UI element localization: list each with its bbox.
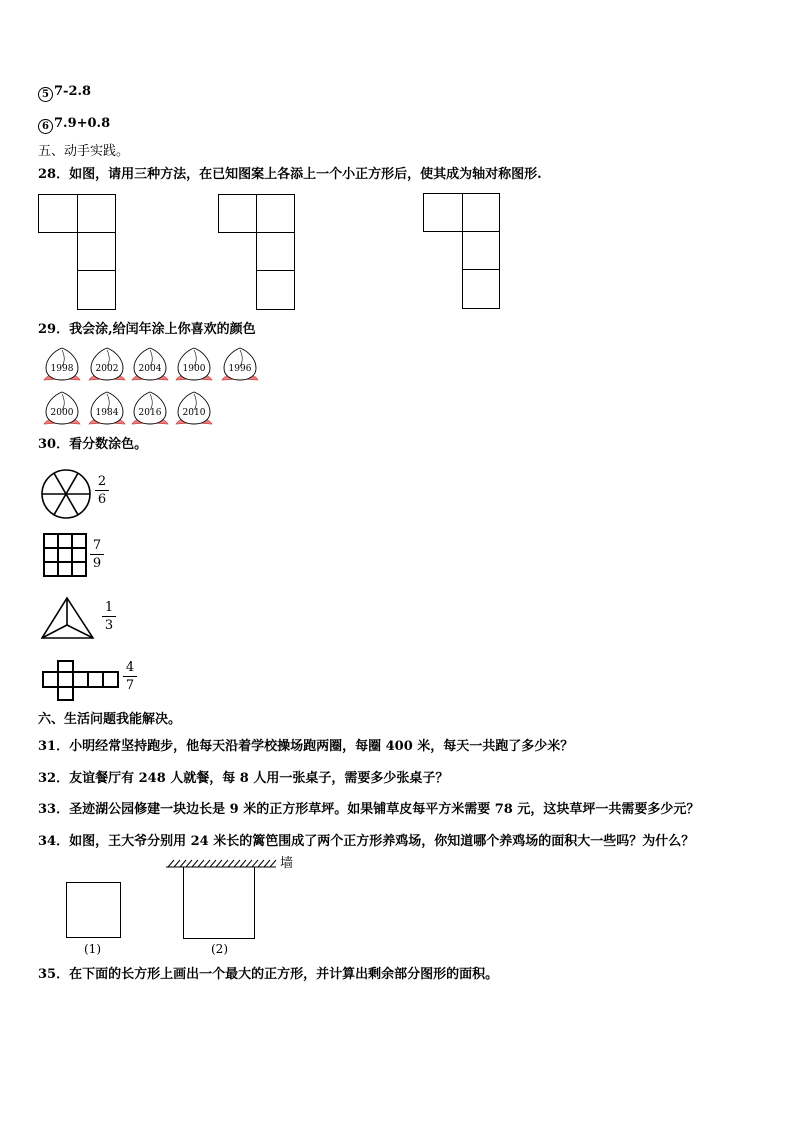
fraction-denominator: 7 (125, 678, 135, 693)
circled-five-marker: 5 (38, 87, 53, 102)
wall-label: 墙 (280, 856, 294, 871)
section-5-title: 五、动手实践。 (38, 144, 130, 159)
fraction-numerator: 2 (97, 474, 107, 489)
peach-2002[interactable] (85, 346, 129, 386)
question-32-number: 32． (38, 771, 70, 786)
peach-2010[interactable] (172, 390, 216, 430)
item-5-expression: 7-2.8 (54, 84, 92, 99)
q34-wall-enclosure (164, 855, 278, 941)
q34-caption-2: (2) (211, 942, 228, 956)
question-29-number: 29． (38, 322, 70, 337)
q28-figure-3 (423, 193, 503, 311)
question-33 (38, 802, 699, 818)
question-29-text: 我会涂,给闰年涂上你喜欢的颜色 (69, 322, 256, 337)
question-33-text: 圣迹湖公园修建一块边长是 9 米的正方形草坪。如果铺草皮每平方米需要 78 元，这块草坪一共需要多少元？ (69, 802, 700, 817)
peach-2004[interactable] (128, 346, 172, 386)
question-32-text: 友谊餐厅有 248 人就餐，每 8 人用一张桌子，需要多少张桌子？ (69, 771, 449, 786)
question-34 (38, 834, 694, 850)
question-31 (38, 739, 573, 755)
peach-year-label: 2010 (182, 408, 206, 418)
peach-1996[interactable] (218, 346, 262, 386)
question-35-number: 35． (38, 967, 70, 982)
fraction-denominator: 3 (104, 618, 114, 633)
peach-year-label: 2016 (138, 408, 162, 418)
question-33-number: 33． (38, 802, 70, 817)
item-6 (38, 116, 110, 134)
q34-caption-1: (1) (84, 942, 101, 956)
question-28 (38, 167, 542, 183)
circle-six-parts (40, 468, 92, 520)
peach-year-label: 2000 (50, 408, 74, 418)
peach-1984[interactable] (85, 390, 129, 430)
question-31-text: 小明经常坚持跑步，他每天沿着学校操场跑两圈，每圈 400 米，每天一共跑了多少米？ (69, 739, 574, 754)
q28-figure-1 (38, 194, 118, 312)
q34-square-1 (66, 882, 124, 940)
question-30-text: 看分数涂色。 (69, 437, 148, 452)
section-6-title: 六、生活问题我能解决。 (38, 712, 182, 727)
fraction-4-7 (123, 660, 137, 693)
fraction-7-9 (90, 538, 104, 571)
item-5 (38, 84, 91, 102)
question-31-number: 31． (38, 739, 70, 754)
peach-2000[interactable] (40, 390, 84, 430)
peach-year-label: 2004 (138, 364, 162, 374)
fraction-2-6 (95, 474, 109, 507)
question-32 (38, 771, 448, 787)
peach-2016[interactable] (128, 390, 172, 430)
circled-six-marker: 6 (38, 119, 53, 134)
fraction-denominator: 9 (92, 556, 102, 571)
item-6-expression: 7.9+0.8 (54, 116, 111, 131)
grid-nine-squares (43, 533, 89, 579)
question-29 (38, 322, 256, 338)
question-30-number: 30． (38, 437, 70, 452)
q28-figure-2 (218, 194, 298, 312)
fraction-1-3 (102, 600, 116, 633)
triangle-three-parts (40, 596, 96, 640)
fraction-denominator: 6 (97, 492, 107, 507)
peach-year-label: 1900 (182, 364, 206, 374)
peach-year-label: 2002 (95, 364, 119, 374)
cross-seven-squares (41, 660, 123, 702)
question-30 (38, 437, 147, 453)
peach-year-label: 1998 (50, 364, 74, 374)
question-35 (38, 967, 498, 983)
peach-1900[interactable] (172, 346, 216, 386)
fraction-numerator: 7 (92, 538, 102, 553)
question-28-number: 28． (38, 167, 70, 182)
question-34-text: 如图，王大爷分别用 24 米长的篱笆围成了两个正方形养鸡场，你知道哪个养鸡场的面积大一些吗？为什么？ (69, 834, 695, 849)
question-28-text: 如图，请用三种方法，在已知图案上各添上一个小正方形后，使其成为轴对称图形. (69, 167, 542, 182)
fraction-numerator: 4 (125, 660, 135, 675)
peach-year-label: 1996 (228, 364, 252, 374)
peach-1998[interactable] (40, 346, 84, 386)
fraction-numerator: 1 (104, 600, 114, 615)
question-34-number: 34． (38, 834, 70, 849)
question-35-text: 在下面的长方形上画出一个最大的正方形，并计算出剩余部分图形的面积。 (69, 967, 499, 982)
peach-year-label: 1984 (95, 408, 119, 418)
